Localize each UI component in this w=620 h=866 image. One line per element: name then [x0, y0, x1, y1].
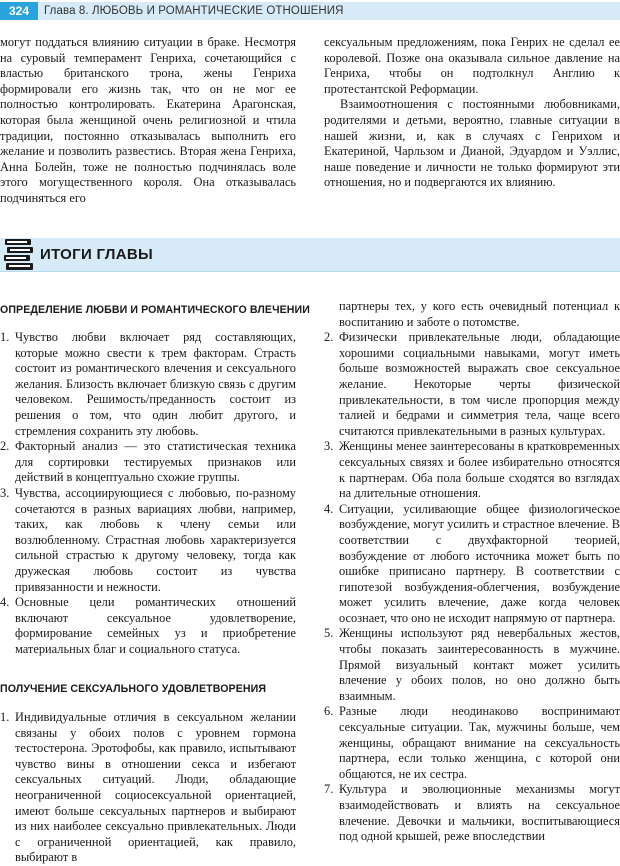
list-item	[0, 595, 296, 657]
top-left-paragraph: могут поддаться влиянию ситуации в браке. Несмотря на суровый темперамент Генриха, сочетающийся с властью британского трона, жены Генриха формировали его жизнь так, что он не мог ее полностью контролировать. Екатерина Арагонская, которая была женщиной очень религиозной и чтила традиции, постоянно отказывалась выполнить его желание и позволить развестись. Вторая жена Генриха, Анна Болейн, тоже не полностью подчинялась воле этого могущественного короля. Она отказывалась подчиняться его	[0, 35, 296, 205]
right-summary-column	[324, 299, 620, 845]
page-number: 324	[0, 2, 38, 20]
item-number: 1.	[0, 330, 10, 344]
section-heading-sexual-satisfaction: ПОЛУЧЕНИЕ СЕКСУАЛЬНОГО УДОВЛЕТВОРЕНИЯ	[0, 683, 267, 695]
item-text: Физически привлекательные люди, обладающие хорошими социальными навыками, могут иметь больше возможностей выражать свое сексуальное желание. Некоторые черты физической привлекательности, в том числе пропорция между талией и бедрами и симметрия тела, чаще всего считаются привлекательными в разных культурах.	[339, 330, 620, 438]
item-number: 3.	[324, 439, 334, 454]
item-text: Ситуации, усиливающие общее физиологическое возбуждение, могут усилить и страстное влечение. В соответствии с двухфакторной теорией, возбуждение от любого источника может быть по ошибке приписано партнеру. В соответствии с гипотезой возбуждения-облегчения, возбуждение может усилить влечение, даже когда человек осознает, что оно не исходит напрямую от партнера.	[339, 501, 620, 625]
item-number: 4.	[0, 595, 10, 610]
top-right-paragraph-2: Взаимоотношения с постоянными любовниками, родителями и детьми, вероятно, главные ситуации в нашей жизни, и, как в случаях с Генрихом и Екатериной, Чарльзом и Дианой, Эдуардом и Уэллис, наше поведение и личности не только формируют эти отношения, но и подвергаются их влиянию.	[324, 97, 620, 190]
item-text: Разные люди неодинаково воспринимают сексуальные ситуации. Так, мужчины больше, чем женщины, обращают внимание на сексуальность партнера, если только женщина, с которой они общаются, не их сестра.	[339, 704, 620, 781]
item-text: Индивидуальные отличия в сексуальном желании связаны у обоих полов с уровнем гормона тестостерона. Эротофобы, как правило, испытывают чувство вины в отношении секса и избегают сексуальных ситуаций. Люди, обладающие неограниченной социосексуальной ориентацией, имеют больше сексуальных партнеров и выбирают из них наиболее сексуально привлекательных. Люди с ограниченной ориентацией, как правило, выбирают в	[15, 710, 296, 865]
list-item	[324, 502, 620, 627]
item-number: 2.	[0, 439, 10, 454]
item-number: 3.	[0, 485, 10, 500]
list-item	[324, 330, 620, 439]
divider	[0, 271, 620, 272]
item-number: 7.	[324, 782, 334, 797]
item-number: 5.	[324, 626, 334, 641]
list-item	[0, 439, 296, 486]
books-icon	[4, 236, 34, 272]
item-text: Основные цели романтических отношений включают сексуальное удовлетворение, формирование семейных уз и приобретение материальных благ и социального статуса.	[15, 595, 296, 656]
item-number: 6.	[324, 704, 334, 719]
list-item	[324, 782, 620, 844]
list-item	[324, 704, 620, 782]
list-item	[0, 710, 296, 866]
continuation-text: партнеры тех, у кого есть очевидный потенциал к воспитанию и заботе о потомстве.	[339, 299, 620, 329]
running-title: Глава 8. ЛЮБОВЬ И РОМАНТИЧЕСКИЕ ОТНОШЕНИЯ	[44, 5, 344, 17]
item-text: Женщины используют ряд невербальных жестов, чтобы показать заинтересованность в мужчине. Прямой визуальный контакт может усилить влечение у обоих полов, но оно должно быть взаимным.	[339, 626, 620, 703]
section1-list	[0, 330, 296, 657]
item-text: Факторный анализ — это статистическая техника для сортировки тестируемых признаков или действий в концептуально схожие группы.	[15, 439, 296, 485]
item-number: 4.	[324, 501, 334, 516]
item-number: 2.	[324, 330, 334, 345]
item-text: Женщины менее заинтересованы в кратковременных сексуальных связях и более избирательно относятся к партнерам. Оба пола больше сходятся во взглядах на длительные отношения.	[339, 439, 620, 501]
section2-list	[0, 710, 296, 866]
top-left-column	[0, 35, 296, 207]
item-text: Чувства, ассоциирующиеся с любовью, по-разному сочетаются в разных вариациях любви, например, таких, как любовь к члену семьи или возлюбленному. Страстная любовь характеризуется сильной страстью к другому человеку, тогда как дружеская любовь состоит из чувства привязанности и нежности.	[15, 485, 296, 594]
list-item	[324, 439, 620, 501]
list-item	[324, 626, 620, 704]
running-header	[0, 0, 620, 22]
item-number: 1.	[0, 710, 10, 724]
summary-title: ИТОГИ ГЛАВЫ	[40, 246, 153, 263]
item-text: Культура и эволюционные механизмы могут взаимодействовать и влиять на сексуальное влечение. Девочки и мальчики, воспитывающиеся под одной крышей, реже впоследствии	[339, 782, 620, 844]
list-item	[0, 486, 296, 595]
section-heading-love-definition: ОПРЕДЕЛЕНИЕ ЛЮБВИ И РОМАНТИЧЕСКОГО ВЛЕЧЕНИИ	[0, 304, 310, 316]
top-right-paragraph-1: сексуальным предложениям, пока Генрих не сделал ее королевой. Позже она оказывала сильное давление на Генриха, чтобы он подтолкнул Англию к протестантской Реформации.	[324, 35, 620, 96]
item-text: Чувство любви включает ряд составляющих, которые можно свести к трем факторам. Страсть состоит из романтического влечения и сексуального желания. Близость включает близкую связь с другим человеком. Решимость/преданность состоит из решения о том, что один любит другого, и стремления сохранить эту любовь.	[15, 330, 296, 438]
list-item	[0, 330, 296, 439]
top-right-column	[324, 35, 620, 191]
